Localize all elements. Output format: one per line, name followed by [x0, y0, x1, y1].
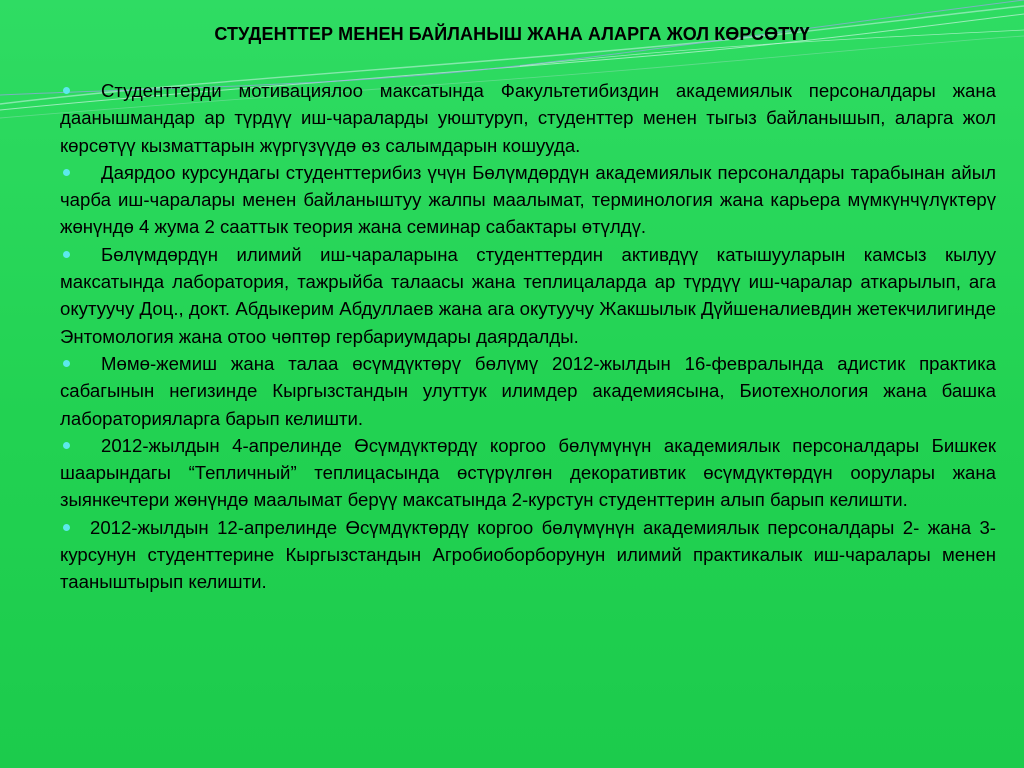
bullet-text: Студенттерди мотивациялоо максатында Факультетибиздин академиялык персоналдары жана даанышмандар ар түрдүү иш-чараларды уюштуруп, студенттер менен тыгыз байланышып, аларга жол көрсөтүү кызматтарын жүргүзүүдө өз салымдарын кошууда. [60, 80, 996, 156]
bullet-dot-icon [63, 442, 70, 449]
list-item [60, 432, 996, 514]
bullet-dot-icon [63, 169, 70, 176]
bullet-text: 2012-жылдын 4-апрелинде Өсүмдүктөрдү коргоо бөлүмүнүн академиялык персоналдары Бишкек шаарындагы “Тепличный” теплицасында өстүрүлгөн декоративтик өсүмдүктөрдүн оорулары жана зыянкечтери жөнүндө маалымат берүү максатында 2-курстун студенттерин алып барып келишти. [60, 434, 996, 511]
list-item [60, 159, 996, 241]
bullet-text: 2012-жылдын 12-апрелинде Өсүмдүктөрдү коргоо бөлүмүнүн академиялык персоналдары 2- жана 3-курсунун студенттерине Кыргызстандын Агробиоборборунун илимий практикалык иш-чаралары менен тааныштырып келишти. [60, 516, 996, 593]
bullet-text: Бөлүмдөрдүн илимий иш-чараларына студенттердин активдүү катышууларын камсыз кылуу максатында лаборатория, тажрыйба талаасы жана теплицаларда ар түрдүү иш-чаралар аткарылып, ага окутуучу Доц., докт. Абдыкерим Абдуллаев жана ага окутуучу Жакшылык Дүйшеналиевдин жетекчилигинде Энтомология жана отоо чөптөр гербариумдары даярдалды. [60, 243, 996, 347]
bullet-text: Мөмө-жемиш жана талаа өсүмдүктөрү бөлүмү 2012-жылдын 16-февралында адистик практика сабагынын негизинде Кыргызстандын улуттук илимдер академиясына, Биотехнология жана башка лабораторияларга барып келишти. [60, 352, 996, 429]
bullet-dot-icon [63, 524, 70, 531]
bullet-list [60, 77, 996, 596]
list-item [60, 350, 996, 432]
bullet-dot-icon [63, 87, 70, 94]
bullet-text: Даярдоо курсундагы студенттерибиз үчүн Бөлүмдөрдүн академиялык персоналдары тарабынан айыл чарба иш-чаралары менен байланыштуу жалпы маалымат, терминология жана карьера мүмкүнчүлүктөрү жөнүндө 4 жума 2 сааттык теория жана семинар сабактары өтүлдү. [60, 161, 996, 238]
bullet-dot-icon [63, 360, 70, 367]
slide-title: СТУДЕНТТЕР МЕНЕН БАЙЛАНЫШ ЖАНА АЛАРГА ЖОЛ КӨРСӨТҮҮ [214, 24, 810, 44]
bullet-dot-icon [63, 251, 70, 258]
list-item [60, 514, 996, 596]
list-item [60, 241, 996, 350]
list-item [60, 77, 996, 159]
